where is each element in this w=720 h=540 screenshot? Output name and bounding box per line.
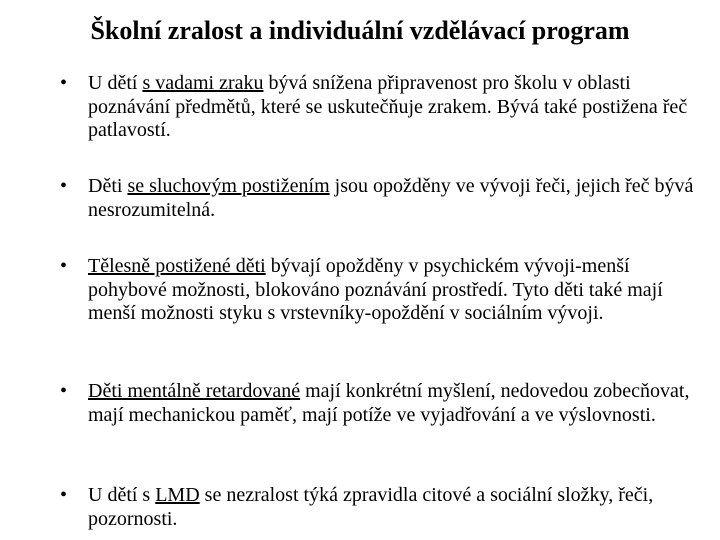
bullet-text-post: se nezralost týká zpravidla citové a sociální složky, řeči, pozornosti.: [88, 484, 654, 530]
bullet-text: [88, 255, 710, 326]
bullet-icon: •: [60, 72, 68, 94]
bullet-text-post: mají konkrétní myšlení, nedovedou zobecňovat, mají mechanickou paměť, mají potíže ve vyjadřování a ve výslovnosti.: [88, 380, 690, 426]
bullet-item-mental: [60, 380, 710, 427]
bullet-text-pre: U dětí: [88, 72, 143, 94]
bullet-text-post: bývá snížena připravenost pro školu v oblasti poznávání předmětů, které se uskutečňuje zrakem. Bývá také postižena řeč patlavostí.: [88, 72, 688, 141]
bullet-text-pre: Děti: [88, 175, 128, 197]
bullet-text-underlined: Děti mentálně retardované: [88, 380, 301, 402]
slide-title: Školní zralost a individuální vzdělávací program: [90, 16, 630, 45]
bullet-text: [88, 72, 710, 143]
bullet-icon: •: [60, 380, 68, 402]
bullet-item-lmd: [60, 484, 710, 531]
bullet-item-vision: [60, 72, 710, 143]
bullet-item-hearing: [60, 175, 710, 222]
bullet-text-pre: U dětí s: [88, 484, 156, 506]
bullet-text-post: bývají opožděny v psychickém vývoji-menší pohybové možnosti, blokováno poznávání prostředí. Tyto děti také mají menší možnosti styku s vrstevníky-opoždění v sociálním vývoji.: [88, 255, 663, 324]
bullet-text-underlined: LMD: [155, 484, 200, 506]
bullet-text: [88, 484, 710, 531]
bullet-text-post: jsou opožděny ve vývoji řeči, jejich řeč bývá nesrozumitelná.: [88, 175, 694, 221]
bullet-text-underlined: s vadami zraku: [142, 72, 264, 94]
bullet-text-underlined: Tělesně postižené děti: [88, 255, 266, 277]
bullet-item-physical: [60, 255, 710, 326]
bullet-text: [88, 175, 710, 222]
bullet-icon: •: [60, 255, 68, 277]
bullet-text: [88, 380, 710, 427]
bullet-text-underlined: se sluchovým postižením: [127, 175, 330, 197]
bullet-icon: •: [60, 484, 68, 506]
bullet-icon: •: [60, 175, 68, 197]
